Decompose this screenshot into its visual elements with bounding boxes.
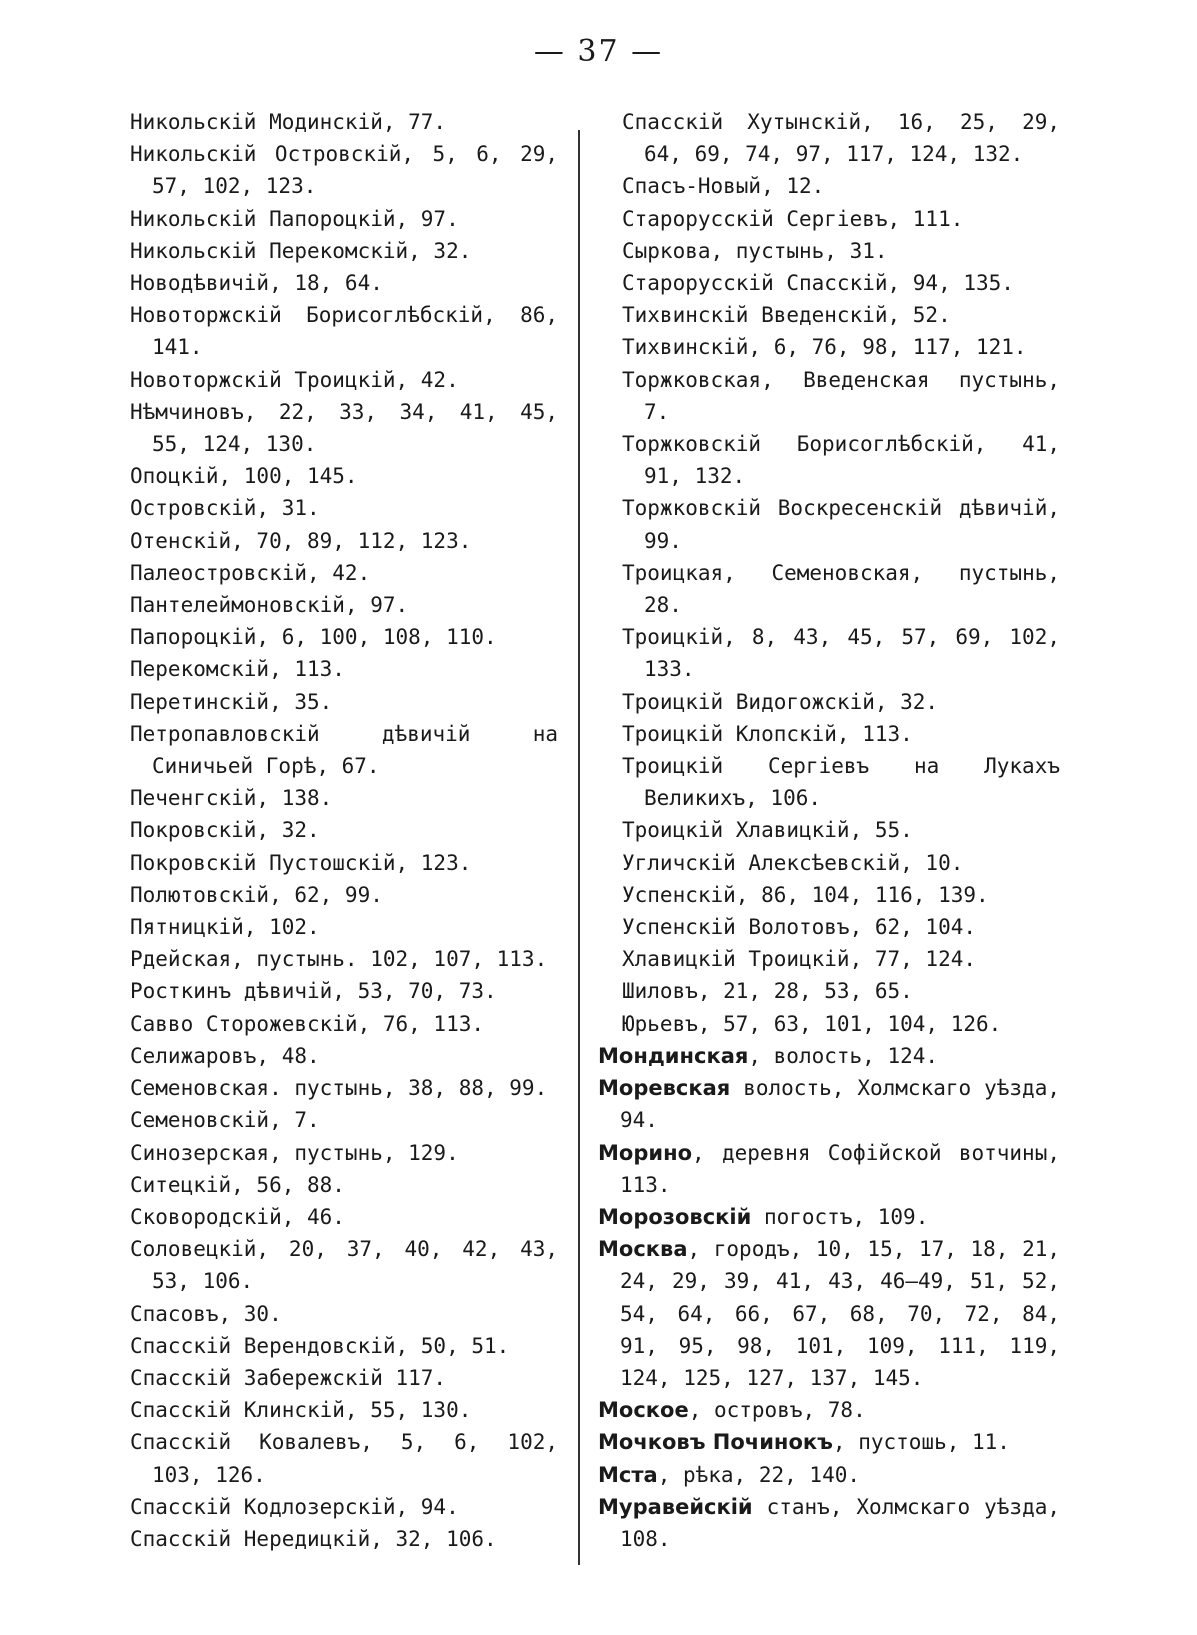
index-main-entry (598, 1491, 1060, 1555)
index-entry: Спасскій Хутынскій, 16, 25, 29, 64, 69, 74, 97, 117, 124, 132. (622, 110, 1060, 167)
index-entry: Папороцкій, 6, 100, 108, 110. (130, 625, 497, 650)
entry-references: , рѣка, 22, 140. (657, 1462, 860, 1487)
index-main-entry (598, 1233, 1060, 1394)
left-column (130, 106, 558, 1555)
entry-heading: Морино (598, 1140, 693, 1165)
index-entry: Троицкій Хлавицкій, 55. (622, 818, 913, 843)
index-main-entry (598, 1040, 1060, 1072)
entry-references: волость, Холмскаго уѣзда, 94. (620, 1076, 1060, 1133)
index-entry: Новоторжскій Троицкій, 42. (130, 367, 459, 392)
index-entry: Старорусскій Спасскій, 94, 135. (622, 271, 1014, 296)
index-entry: Синозерская, пустынь, 129. (130, 1140, 459, 1165)
entry-references: , деревня Софійской вотчины, 113. (620, 1140, 1060, 1197)
index-entry: Нѣмчиновъ, 22, 33, 34, 41, 45, 55, 124, 130. (130, 399, 558, 457)
index-entry: Сыркова, пустынь, 31. (622, 238, 888, 263)
index-entry: Спасскій Забережскій 117. (130, 1365, 447, 1390)
index-entry: Островскій, 31. (130, 496, 320, 521)
index-entry: Хлавицкій Троицкій, 77, 124. (622, 947, 977, 972)
index-entry: Торжковскій Борисоглѣбскій, 41, 91, 132. (622, 432, 1060, 489)
index-entry: Отенскій, 70, 89, 112, 123. (130, 528, 472, 553)
index-entry: Селижаровъ, 48. (130, 1043, 320, 1068)
entry-references: погостъ, 109. (751, 1204, 929, 1229)
index-entry: Росткинъ дѣвичій, 53, 70, 73. (130, 979, 497, 1004)
index-main-entry (598, 1072, 1060, 1136)
index-entry: Троицкій Клопскій, 113. (622, 721, 913, 746)
index-entry: Торжковская, Введенская пустынь, 7. (622, 367, 1060, 424)
index-entry: Новодѣвичій, 18, 64. (130, 271, 383, 296)
entry-references: , волость, 124. (748, 1043, 939, 1068)
index-entry: Печенгскій, 138. (130, 786, 333, 811)
index-entry: Троицкая, Семеновская, пустынь, 28. (622, 560, 1060, 618)
index-entry: Торжковскій Воскресенскій дѣвичій, 99. (622, 496, 1060, 553)
index-entry: Семеновскій, 7. (130, 1108, 320, 1133)
page-number: — 37 — (533, 34, 664, 69)
index-entry: Троицкій Видогожскій, 32. (622, 689, 939, 714)
index-entry: Троицкій, 8, 43, 45, 57, 69, 102, 133. (622, 625, 1060, 682)
index-entry: Полютовскій, 62, 99. (130, 882, 383, 907)
index-entry: Палеостровскій, 42. (130, 560, 371, 585)
index-entry: Шиловъ, 21, 28, 53, 65. (622, 979, 913, 1004)
index-entry: Угличскій Алексѣевскій, 10. (622, 850, 964, 875)
entry-references: , пустошь, 11. (832, 1430, 1010, 1455)
entry-heading: Мондинская (598, 1043, 749, 1068)
entry-references: , городъ, 10, 15, 17, 18, 21, 24, 29, 39, 41, 43, 46—49, 51, 52, 54, 64, 66, 67, 68, 70, 72, 84, 91, 95, 98, 101, 109, 111, 119, 124, 125, 127, 137, 145. (620, 1237, 1060, 1390)
index-entry: Спасскій Ковалевъ, 5, 6, 102, 103, 126. (130, 1430, 558, 1487)
index-entry: Перекомскій, 113. (130, 657, 345, 682)
index-main-entry (598, 1459, 1060, 1491)
entry-references: , островъ, 78. (688, 1398, 866, 1423)
index-entry: Сковородскій, 46. (130, 1204, 345, 1229)
entry-heading: Муравейскій (598, 1494, 753, 1519)
index-entry: Пятницкій, 102. (130, 915, 320, 940)
right-column (598, 106, 1060, 1555)
index-entry: Тихвинскій Введенскій, 52. (622, 303, 951, 328)
index-entry: Юрьевъ, 57, 63, 101, 104, 126. (622, 1011, 1002, 1036)
index-entry: Никольскій Модинскій, 77. (130, 110, 447, 134)
index-entry: Успенскій, 86, 104, 116, 139. (622, 882, 989, 907)
index-entry: Никольскій Папороцкій, 97. (130, 206, 459, 231)
index-main-entry (598, 1137, 1060, 1201)
entry-heading: Москва (598, 1237, 688, 1262)
entry-heading: Мста (598, 1462, 658, 1487)
entry-heading: Морозовскій (598, 1204, 752, 1229)
index-entry: Соловецкій, 20, 37, 40, 42, 43, 53, 106. (130, 1237, 558, 1294)
index-entry: Никольскій Перекомскій, 32. (130, 238, 472, 263)
index-entry: Спасъ-Новый, 12. (622, 174, 825, 199)
index-entry: Спасскій Верендовскій, 50, 51. (130, 1333, 510, 1358)
index-entry: Спасовъ, 30. (130, 1301, 282, 1326)
column-divider (578, 130, 580, 1565)
index-entry: Спасскій Кодлозерскій, 94. (130, 1494, 459, 1519)
index-main-entry (598, 1201, 1060, 1233)
index-entry: Никольскій Островскій, 5, 6, 29, 57, 102, 123. (130, 142, 558, 199)
entry-heading: Мочковъ Починокъ (598, 1430, 833, 1455)
index-entry: Покровскій Пустошскій, 123. (130, 850, 472, 875)
entry-heading: Моревская (598, 1076, 731, 1101)
index-entry: Успенскій Волотовъ, 62, 104. (622, 915, 977, 940)
entry-heading: Моское (598, 1398, 689, 1423)
index-entry: Новоторжскій Борисоглѣбскій, 86, 141. (130, 303, 558, 360)
index-entry: Троицкій Сергіевъ на Лукахъ Великихъ, 106. (622, 754, 1060, 811)
index-entry: Семеновская. пустынь, 38, 88, 99. (130, 1076, 548, 1101)
index-main-entry (598, 1394, 1060, 1426)
index-entry: Тихвинскій, 6, 76, 98, 117, 121. (622, 335, 1027, 360)
index-entry: Старорусскій Сергіевъ, 111. (622, 206, 964, 231)
index-main-entry (598, 1426, 1060, 1458)
index-entry: Перетинскій, 35. (130, 689, 333, 714)
index-entry: Опоцкій, 100, 145. (130, 464, 358, 489)
entry-references: станъ, Холмскаго уѣзда, 108. (620, 1494, 1060, 1551)
index-entry: Рдейская, пустынь. 102, 107, 113. (130, 947, 548, 972)
index-entry: Покровскій, 32. (130, 818, 320, 843)
index-entry: Пантелеймоновскій, 97. (130, 593, 409, 618)
index-entry: Савво Сторожевскій, 76, 113. (130, 1011, 485, 1036)
index-entry: Спасскій Нередицкій, 32, 106. (130, 1526, 497, 1551)
index-entry: Спасскій Клинскій, 55, 130. (130, 1398, 472, 1423)
index-entry: Ситецкій, 56, 88. (130, 1172, 345, 1197)
index-entry: Петропавловскій дѣвичій на Синичьей Горѣ, 67. (130, 721, 558, 779)
